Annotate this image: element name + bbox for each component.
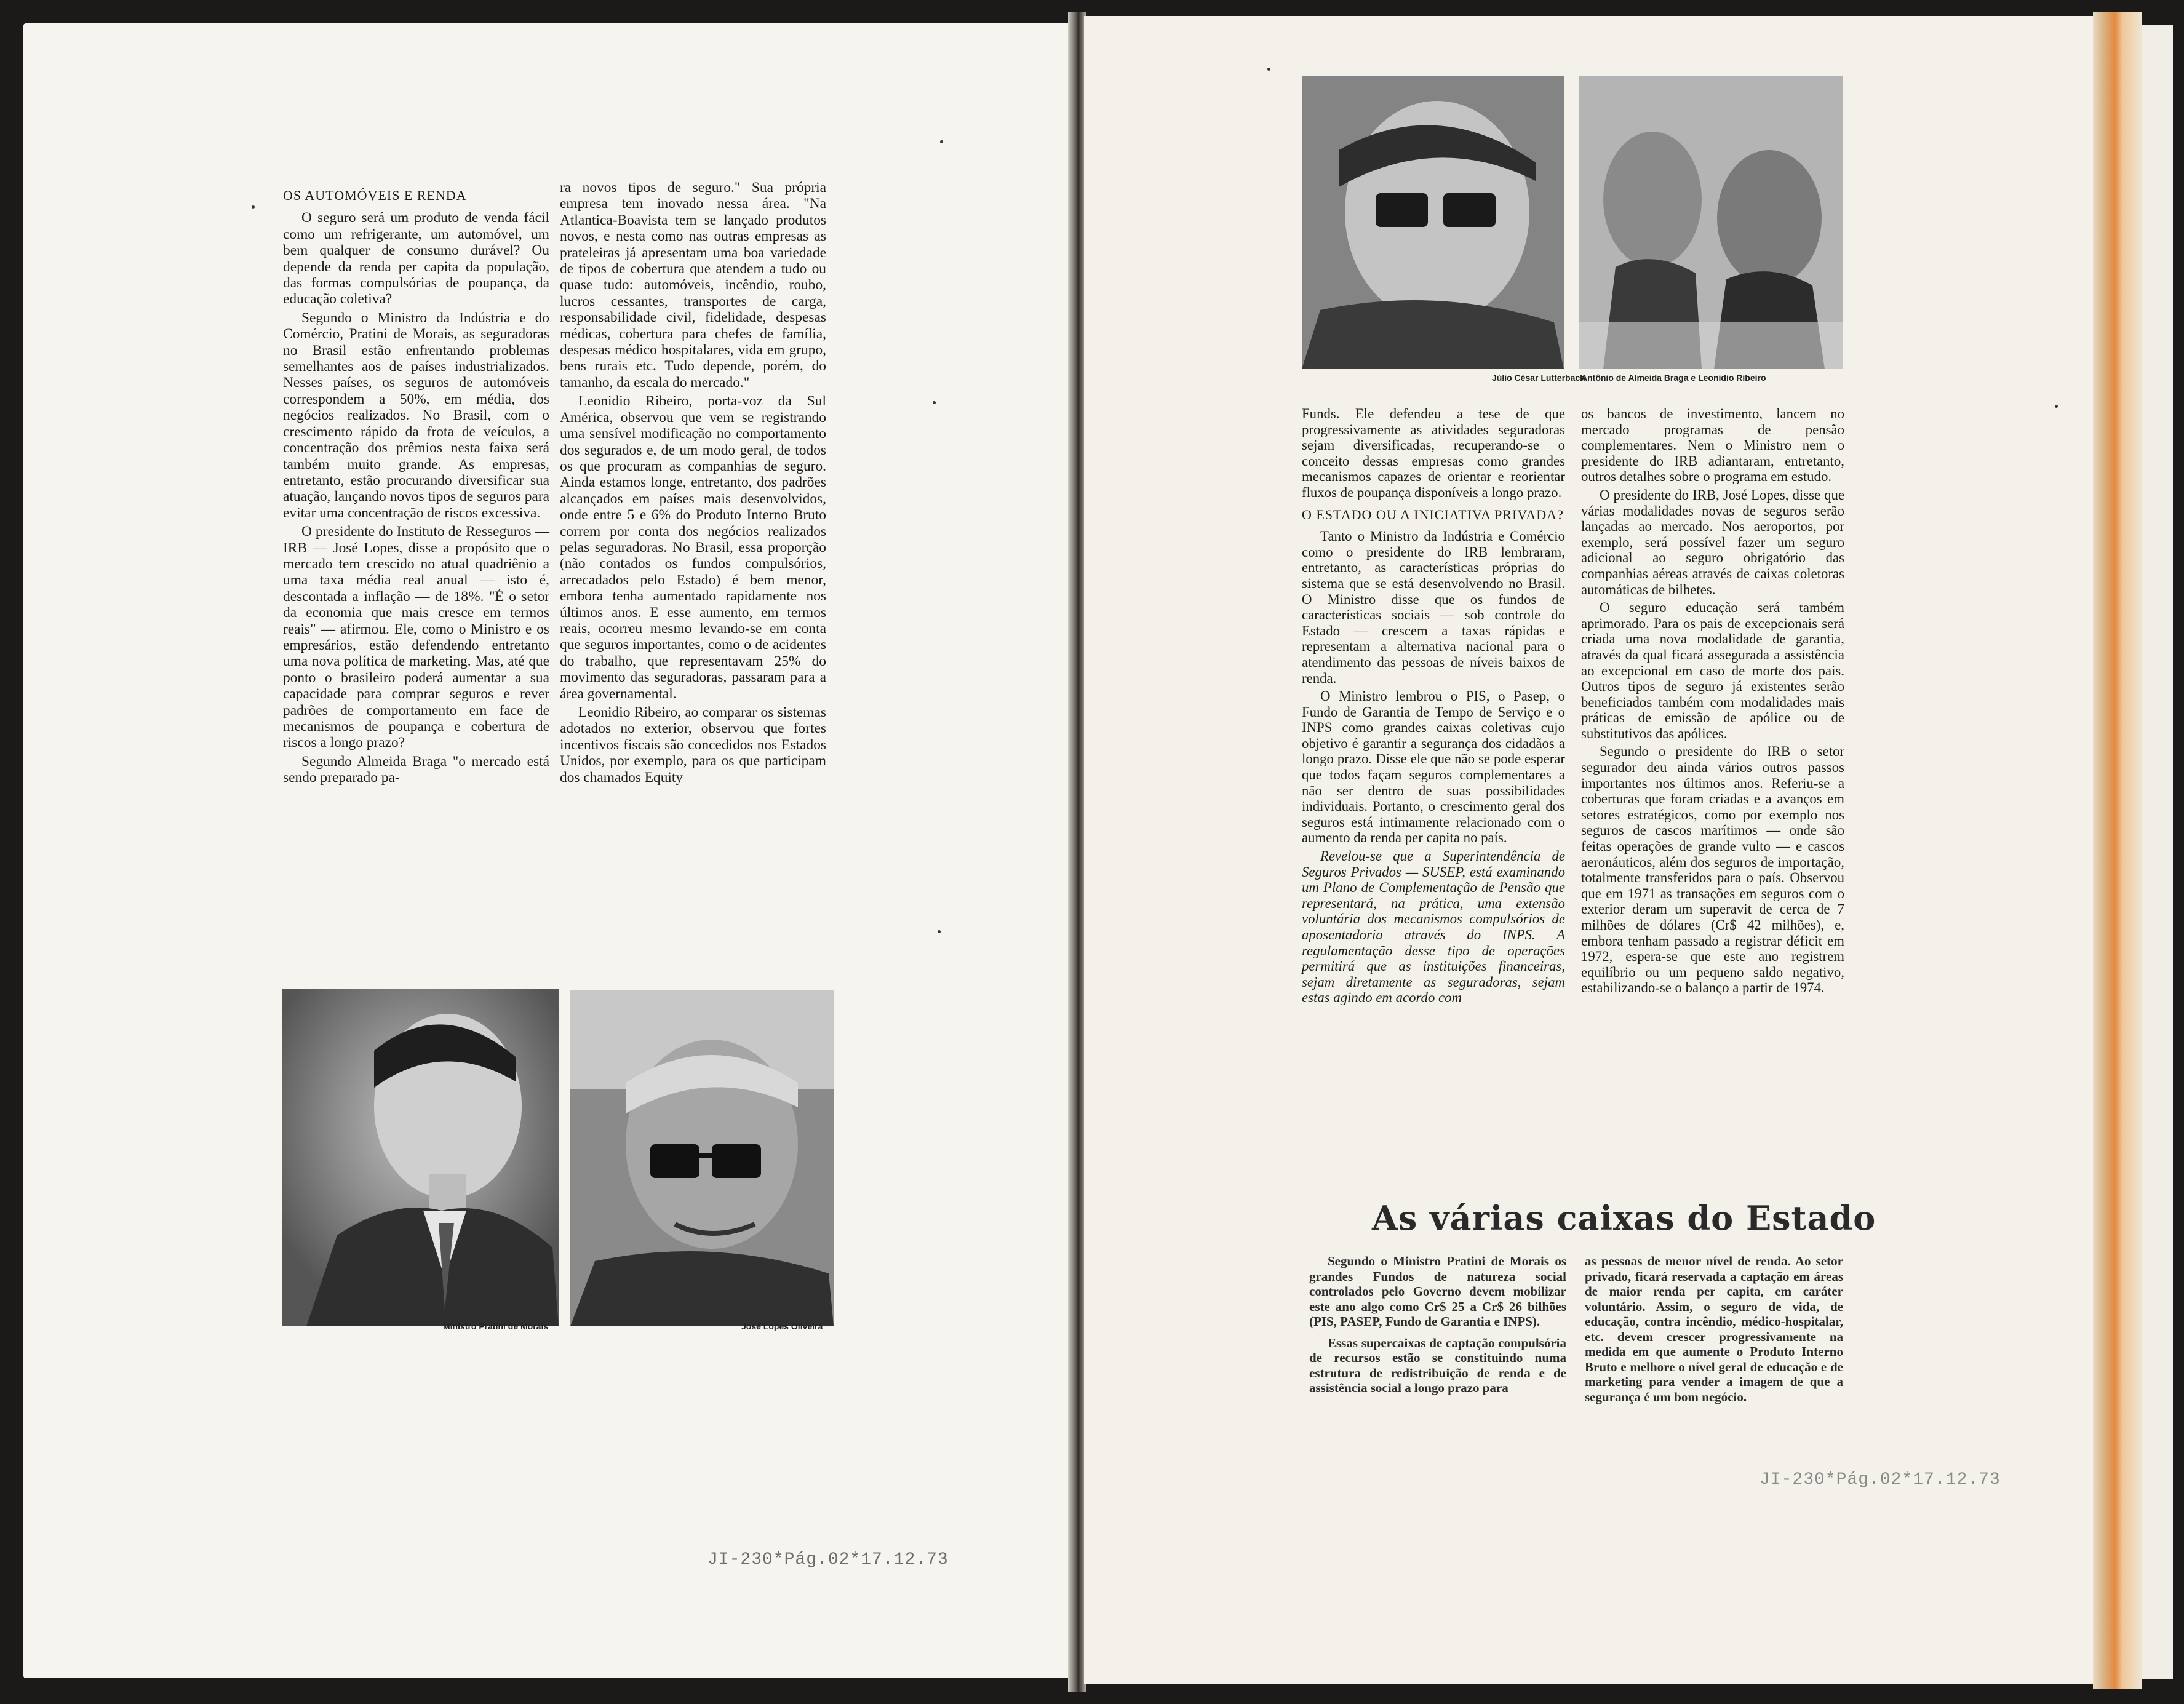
paragraph: Segundo Almeida Braga "o mercado está sendo preparado pa- (283, 753, 549, 786)
box-headline: As várias caixas do Estado (1372, 1198, 1876, 1238)
paragraph: O seguro educação será também aprimorado. Para os pais de excepcionais será criada uma nova modalidade de garantia, através da qual ficará assegurada a assistência ao excepcional em caso de morte dos pais. Outros tipos de seguro já existentes serão beneficiados também com modalidades mais práticas de emissão de apólice ou de substitutivos das apólices. (1581, 600, 1844, 741)
photo-jose-lopes-oliveira (570, 990, 834, 1326)
paragraph: as pessoas de menor nível de renda. Ao setor privado, ficará reservada a captação em áreas de maior renda per capita, em caráter voluntário. Assim, o seguro de vida, de educação, contra incêndio, médico-hospitalar, etc. devem crescer progressivamente na medida em que aumente o Produto Interno Bruto e melhore o nível geral de educação e de marketing para vender a imagem de que a segurança é um bom negócio. (1585, 1254, 1843, 1404)
paragraph: Revelou-se que a Superintendência de Seguros Privados — SUSEP, está examinando um Plano de Complementação de Pensão que representará, na prática, uma extensão voluntária dos mecanismos compulsórios de aposentadoria através do INPS. A regulamentação desse tipo de operações permitirá que as instituições financeiras, sejam diretamente as seguradoras, sejam estas agindo em acordo com (1302, 848, 1565, 1006)
archive-stamp: JI-230*Pág.02*17.12.73 (707, 1550, 949, 1569)
paragraph: Leonidio Ribeiro, ao comparar os sistemas adotados no exterior, observou que fortes incentivos fiscais são concedidos nos Estados Unidos, por exemplo, para os que participam dos chamados Equity (560, 704, 826, 786)
archive-stamp: JI-230*Pág.02*17.12.73 (1760, 1470, 2001, 1489)
right-column-1 (1302, 406, 1565, 1008)
photo-caption: Ministro Pratini de Morais (443, 1321, 549, 1331)
box-column-1 (1309, 1254, 1566, 1402)
right-column-2 (1581, 406, 1844, 998)
speck (940, 140, 943, 143)
paragraph: Funds. Ele defendeu a tese de que progressivamente as atividades seguradoras sejam diversificadas, recuperando-se o conceito dessas empresas como grandes mecanismos capazes de orientar e reorientar fluxos de poupança disponíveis a longo prazo. (1302, 406, 1565, 500)
portrait-image (570, 990, 834, 1326)
page-edge-stack (2093, 12, 2142, 1689)
speck (938, 930, 941, 933)
left-column-1 (283, 188, 549, 789)
paragraph: Essas supercaixas de captação compulsória de recursos estão se constituindo numa estrutura de redistribuição de renda e de assistência social a longo prazo para (1309, 1335, 1566, 1395)
paragraph: O seguro será um produto de venda fácil como um refrigerante, um automóvel, um bem qualquer de consumo durável? Ou depende da renda per capita da população, das formas compulsórias de poupança, da educação coletiva? (283, 210, 549, 308)
left-column-2 (560, 180, 826, 788)
paragraph: Segundo o presidente do IRB o setor segurador deu ainda vários outros passos importantes nos últimos anos. Referiu-se a coberturas que foram criadas e a avanços em setores estratégicos, como por exemplo nos seguros de cascos marítimos — onde são feitas operações de grande vulto — e cascos aeronáuticos, além dos seguros de importação, totalmente transferidos para o país. Observou que em 1971 as transações em seguros com o exterior deram um superavit de cerca de 7 milhões de dólares (Cr$ 42 milhões), e, embora tenham passado a registrar déficit em 1972, espera-se que este ano registrem equilíbrio ou um pequeno saldo negativo, estabilizando-se o balanço a partir de 1974. (1581, 744, 1844, 996)
photo-caption: Júlio César Lutterbach (1492, 373, 1585, 383)
portrait-image (282, 989, 559, 1326)
speck (252, 205, 255, 209)
portrait-image (1302, 76, 1564, 369)
paragraph: Segundo o Ministro da Indústria e do Comércio, Pratini de Morais, as seguradoras no Brasil estão enfrentando problemas semelhantes aos de países industrializados. Nesses países, os seguros de automóveis correspondem a 50%, em média, dos negócios realizados. No Brasil, com o crescimento rápido da frota de veículos, a concentração dos prêmios nesta faixa será também muito grande. As empresas, entretanto, estão procurando diversificar sua atuação, lançando novos tipos de seguros para evitar uma concentração de riscos excessiva. (283, 309, 549, 521)
photo-julio-cesar-lutterbach (1302, 76, 1564, 369)
subheading: O ESTADO OU A INICIATIVA PRIVADA? (1302, 506, 1564, 522)
paragraph: O Ministro lembrou o PIS, o Pasep, o Fundo de Garantia de Tempo de Serviço e o INPS como grandes caixas coletivas cujo objetivo é garantir a segurança dos cidadãos a longo prazo. Disse ele que não se pode esperar que todos façam seguros complementares a não ser dentro de suas possibilidades individuais. Portanto, o crescimento geral dos seguros está intimamente relacionado com o aumento da renda per capita no país. (1302, 688, 1565, 846)
speck (2055, 405, 2058, 408)
back-cover-edge (2142, 25, 2173, 1679)
photo-caption: Antônio de Almeida Braga e Leonidio Ribeiro (1581, 373, 1766, 383)
photo-caption: José Lopes Oliveira (741, 1321, 823, 1331)
paragraph: os bancos de investimento, lancem no mercado programas de pensão complementares. Nem o Ministro nem o presidente do IRB adiantaram, entretanto, outros detalhes sobre o programa em estudo. (1581, 406, 1844, 485)
box-column-2 (1585, 1254, 1843, 1411)
speck (933, 401, 936, 404)
portrait-image (1579, 76, 1843, 369)
paragraph: O presidente do Instituto de Resseguros — IRB — José Lopes, disse a propósito que o mercado tem crescido no atual quadriênio a uma taxa média real anual — isto é, descontada a inflação — de 18%. "É o setor da economia que mais cresce em termos reais" — afirmou. Ele, como o Ministro e os empresários, estão defendendo entretanto uma nova política de marketing. Mas, até que ponto o brasileiro poderá aumentar a sua capacidade para comprar seguros e rever padrões de comportamento em face de mecanismos de poupança e cobertura de riscos a longo prazo? (283, 524, 549, 751)
section-heading: OS AUTOMÓVEIS E RENDA (283, 188, 467, 203)
photo-almeida-braga-leonidio-ribeiro (1579, 76, 1843, 369)
paragraph: Leonidio Ribeiro, porta-voz da Sul América, observou que vem se registrando uma sensível modificação no comportamento dos segurados e, de um modo geral, de todos os que procuram as companhias de seguro. Ainda estamos longe, entretanto, dos padrões alcançados em países mais desenvolvidos, onde entre 5 e 6% do Produto Interno Bruto correm por conta dos negócios realizados pelas seguradoras. No Brasil, essa proporção (não contados os fundos compulsórios, arrecadados pelo Estado) é bem menor, embora tenha aumentado rapidamente nos últimos anos. E esse aumento, em termos reais, ocorreu mesmo levando-se em conta que seguros importantes, como o de acidentes do trabalho, que representavam 25% do movimento das seguradoras, passaram para a área governamental. (560, 393, 826, 702)
paragraph: Segundo o Ministro Pratini de Morais os grandes Fundos de natureza social controlados pelo Governo devem mobilizar este ano algo como Cr$ 25 a Cr$ 26 bilhões (PIS, PASEP, Fundo de Garantia e INPS). (1309, 1254, 1566, 1329)
paragraph: ra novos tipos de seguro." Sua própria empresa tem inovado nessa área. "Na Atlantica-Boavista tem se lançado produtos novos, e nesta como nas outras empresas as prateleiras já apresentam uma boa variedade de tipos de cobertura que atendem a tudo ou quase tudo: automóveis, incêndio, roubo, lucros cessantes, transportes de carga, responsabilidade civil, fidelidade, despesas médicas, cobertura para chefes de família, despesas médico hospitalares, vida em grupo, bens rurais etc. Tudo depende, porém, do tamanho, da escala do mercado." (560, 180, 826, 391)
paragraph: O presidente do IRB, José Lopes, disse que várias modalidades novas de seguros serão lançadas ao mercado. Nos aeroportos, por exemplo, será possível fazer um seguro adicional ao seguro obrigatório das companhias aéreas através de caixas coletoras automáticas de bilhetes. (1581, 487, 1844, 597)
paragraph: Tanto o Ministro da Indústria e Comércio como o presidente do IRB lembraram, entretanto, as características próprias do sistema que se está desenvolvendo no Brasil. O Ministro disse que os fundos de características sociais — sob controle do Estado — crescem a taxas rápidas e representam a alternativa nacional para o atendimento das pessoas de níveis baixos de renda. (1302, 528, 1565, 686)
photo-pratini-de-morais (282, 989, 559, 1326)
speck (1267, 68, 1270, 71)
